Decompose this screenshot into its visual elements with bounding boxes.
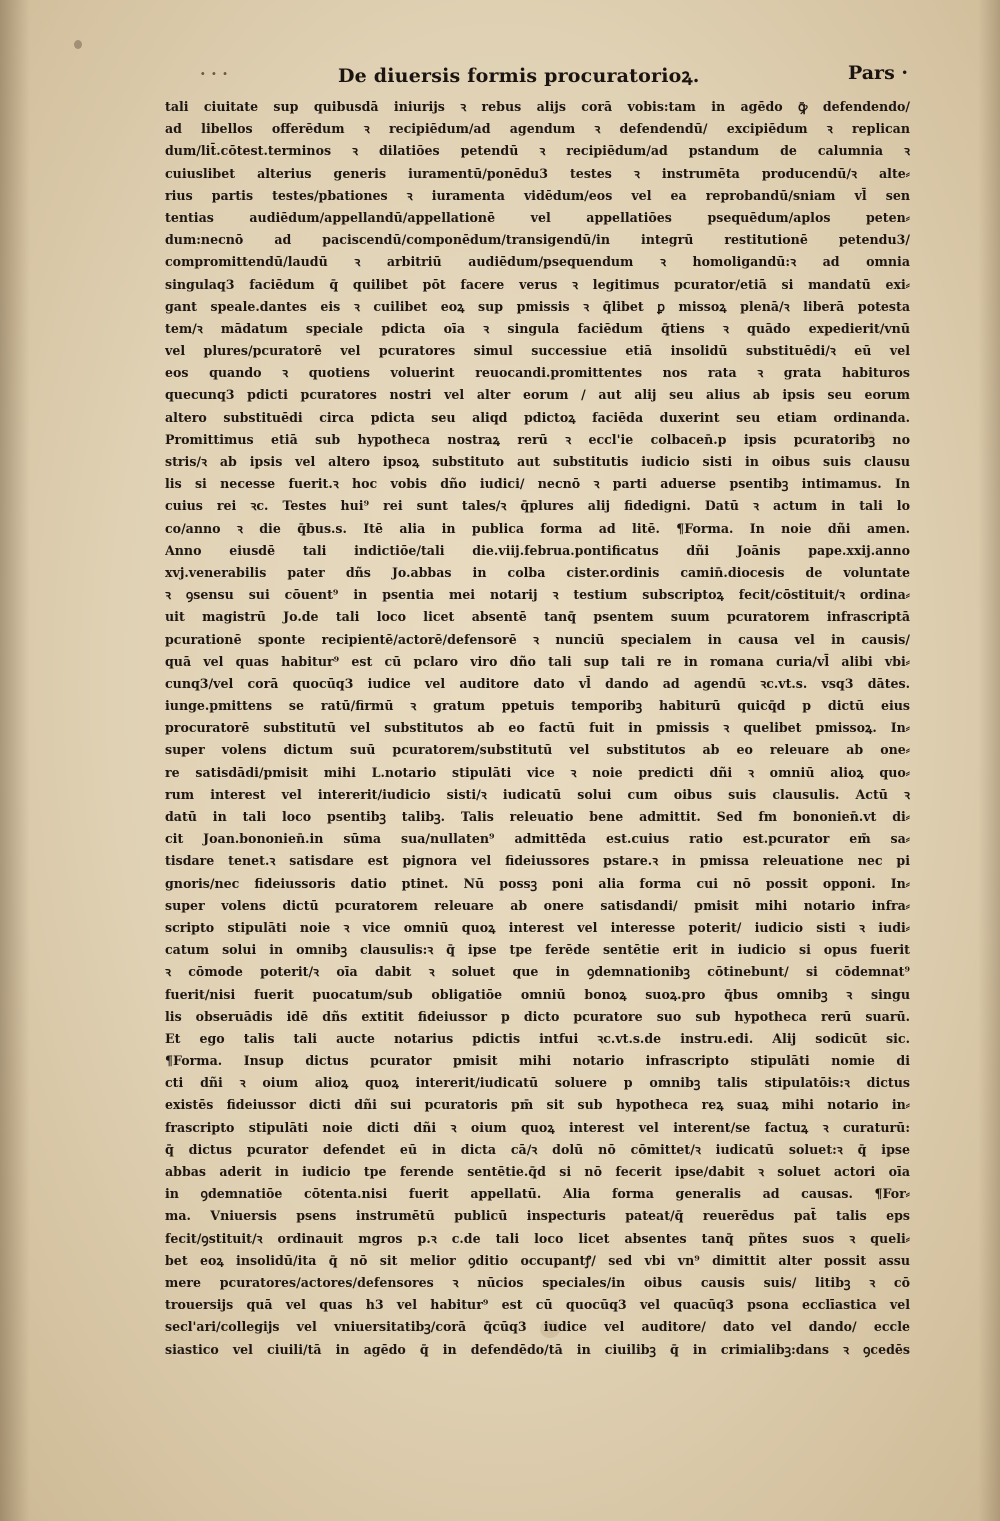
text-line: pcurationē sponte recipientē/actorē/defensorē ꝛ nunciū specialem in causa vel in causis/ (165, 631, 910, 647)
text-line: secl'ari/collegijs vel vniuersitatibꝫ/corā q̄cūq3 iudice vel auditore/ dato vel dando/ eccle (165, 1319, 910, 1335)
text-line: siastico vel ciuili/tā in agēdo q̄ in defendēdo/tā in ciuilibꝫ q̄ in crimialibꝫ:dans ꝛ ꝯcedēs (165, 1341, 910, 1357)
body-text (165, 96, 910, 1361)
text-line: lis si necesse fuerit.ꝛ hoc vobis dño iudici/ necnō ꝛ parti aduerse psentibꝫ intimamus. In (165, 476, 910, 492)
text-line: eos quando ꝛ quotiens voluerint reuocandi.promittentes nos rata ꝛ grata habituros (165, 365, 910, 381)
text-line: procuratorē substitutū vel substitutos ab eo factū fuit in pmissis ꝛ quelibet pmissoꝝ. In⸗ (165, 720, 910, 736)
left-edge-shadow (0, 0, 30, 1521)
text-line: fecit/ꝯstituit/ꝛ ordinauit mgros p.ꝛ c.de tali loco licet absentes tanq̄ pñtes suos ꝛ queli⸗ (165, 1230, 910, 1246)
text-line: xvj.venerabilis pater dñs Jo.abbas in colba cister.ordinis camin̄.diocesis de voluntate (165, 564, 910, 580)
text-line: frascripto stipulāti noie dicti dñi ꝛ oium quoꝝ interest vel interent/se factuꝝ ꝛ curaturū: (165, 1119, 910, 1135)
text-line: ꝛ cōmode poterit/ꝛ oīa dabit ꝛ soluet que in ꝯdemnationibꝫ cōtinebunt/ si cōdemnat⁹ (165, 964, 910, 980)
text-line: dum/lit̄.cōtest.terminos ꝛ dilatiōes petendū ꝛ recipiēdum/ad pstandum de calumnia ꝛ (165, 143, 910, 159)
text-line: Et ego talis tali aucte notarius pdictis intfui ꝛc.vt.s.de instru.edi. Alij sodicūt sic. (165, 1030, 910, 1046)
header-dots: · · · (200, 64, 228, 83)
text-line: rum interest vel intererit/iudicio sisti/ꝛ iudicatū solui cum oibus suis clausulis. Actū ꝛ (165, 786, 910, 802)
text-line: fuerit/nisi fuerit puocatum/sub obligatiōe omniū bonoꝝ suoꝝ.pro q̄bus omnibꝫ ꝛ singu (165, 986, 910, 1002)
text-line: tisdare tenet.ꝛ satisdare est pignora vel fideiussores pstare.ꝛ in pmissa releuatione nec pi (165, 853, 910, 869)
text-line: cit Joan.bononien̄.in sūma sua/nullaten⁹ admittēda est.cuius ratio est.pcurator em̄ sa⸗ (165, 831, 910, 847)
text-line: tentias audiēdum/appellandū/appellationē vel appellatiōes psequēdum/aplos peten⸗ (165, 209, 910, 225)
text-line: scripto stipulāti noie ꝛ vice omniū quoꝝ interest vel interesse poterit/ iudicio sisti ꝛ iudi⸗ (165, 919, 910, 935)
text-line: trouersijs quā vel quas h3 vel habitur⁹ est cū quocūq3 vel quacūq3 psona ecclīastica vel (165, 1297, 910, 1313)
text-line: bet eoꝝ insolidū/ita q̄ nō sit melior ꝯditio occupantꝭ/ sed vbi vn⁹ dimittit alter possit assu (165, 1252, 910, 1268)
text-line: re satisdādi/pmisit mihi L.notario stipulāti vice ꝛ noie predicti dñi ꝛ omniū alioꝝ quo⸗ (165, 764, 910, 780)
text-line: compromittendū/laudū ꝛ arbitriū audiēdum/psequendum ꝛ homoligandū:ꝛ ad omnia (165, 254, 910, 270)
right-edge-shadow (978, 0, 1000, 1521)
text-line: catum solui in omnibꝫ clausulis:ꝛ q̄ ipse tpe ferēde sentētie erit in iudicio si opus fuerit (165, 942, 910, 958)
text-line: datū in tali loco psentibꝫ talibꝫ. Talis releuatio bene admittit. Sed fm bononien̄.vt di⸗ (165, 809, 910, 824)
text-line: tali ciuitate sup quibusdā iniurijs ꝛ rebus alijs corā vobis:tam in agēdo ꝙ̄ defendendo/ (165, 99, 910, 114)
pars-label: Pars · (847, 62, 908, 84)
worm-hole (74, 40, 82, 49)
text-line: dum:necnō ad paciscendū/componēdum/transigendū/in integrū restitutionē petendu3/ (165, 232, 910, 248)
text-line: singulaq3 faciēdum q̄ quilibet pōt facere verus ꝛ legitimus pcurator/etiā si mandatū exi⸗ (165, 276, 910, 292)
text-line: uit magistrū Jo.de tali loco licet absentē tanq̄ psentem suum pcuratorem infrascriptā (165, 609, 910, 625)
text-line: gant speale.dantes eis ꝛ cuilibet eoꝝ sup pmissis ꝛ q̄libet ꝑ missoꝝ plenā/ꝛ liberā potesta (165, 298, 910, 314)
text-line: iunge.pmittens se ratū/firmū ꝛ gratum ppetuis temporibꝫ habiturū quicq̄d p dictū eius (165, 698, 910, 714)
text-line: abbas aderit in iudicio tpe ferende sentētie.q̄d si nō fecerit ipse/dabit ꝛ soluet actori oīa (165, 1164, 910, 1179)
text-line: cuius rei ꝛc. Testes hui⁹ rei sunt tales/ꝛ q̄plures alij fidedigni. Datū ꝛ actum in tali lo (165, 498, 910, 514)
text-line: ma. Vniuersis psens instrumētū publicū inspecturis pateat/q̄ reuerēdus pat̄ talis eps (165, 1208, 910, 1224)
text-line: ad libellos offerēdum ꝛ recipiēdum/ad agendum ꝛ defendendū/ excipiēdum ꝛ replican (165, 121, 910, 137)
text-line: quā vel quas habitur⁹ est cū pclaro viro dño tali sup tali re in romana curia/vl̄ alibi vbi⸗ (165, 653, 910, 669)
text-line: lis obseruādis idē dñs extitit fideiussor p dicto pcuratore suo sub hypotheca rerū suarū. (165, 1008, 910, 1024)
text-line: Anno eiusdē tali indictiōe/tali die.viij.februa.pontificatus dñi Joānis pape.xxij.anno (165, 542, 910, 558)
text-line: ¶Forma. Insup dictus pcurator pmisit mihi notario infrascripto stipulāti nomie di (165, 1053, 910, 1069)
text-line: cti dñi ꝛ oium alioꝝ quoꝝ intererit/iudicatū soluere p omnibꝫ talis stipulatōis:ꝛ dictus (165, 1075, 910, 1091)
text-line: super volens dictū pcuratorem releuare ab onere satisdandi/ pmisit mihi notario infra⸗ (165, 897, 910, 913)
text-line: quecunq3 pdicti pcuratores nostri vel alter eorum / aut alij seu alius ab ipsis seu eorum (165, 387, 910, 403)
text-line: ꝛ ꝯsensu sui cōuent⁹ in psentia mei notarij ꝛ testium subscriptoꝝ fecit/cōstituit/ꝛ ordina⸗ (165, 587, 910, 603)
text-line: co/anno ꝛ die q̄bus.s. Itē alia in publica forma ad litē. ¶Forma. In noie dñi amen. (165, 520, 910, 536)
text-line: q̄ dictus pcurator defendet eū in dicta cā/ꝛ dolū nō cōmittet/ꝛ iudicatū soluet:ꝛ q̄ ipse (165, 1141, 910, 1157)
text-line: stris/ꝛ ab ipsis vel altero ipsoꝝ substituto aut substitutis iudicio sisti in oibus suis clausu (165, 454, 910, 469)
text-line: tem/ꝛ mādatum speciale pdicta oīa ꝛ singula faciēdum q̄tiens ꝛ quādo expedierit/vnū (165, 320, 910, 336)
text-line: altero substituēdi circa pdicta seu aliqd pdictoꝝ faciēda duxerint seu etiam ordinanda. (165, 409, 910, 425)
text-line: mere pcuratores/actores/defensores ꝛ nūcios speciales/in oibus causis suis/ litibꝫ ꝛ cō (165, 1274, 910, 1290)
text-line: vel plures/pcuratorē vel pcuratores simul successiue etiā insolidū substituēdi/ꝛ eū vel (165, 343, 910, 359)
running-title: De diuersis formis procuratorioꝝ. (338, 65, 700, 87)
text-line: super volens dictum suū pcuratorem/substitutū vel substitutos ab eo releuare ab one⸗ (165, 742, 910, 758)
text-line: Promittimus etiā sub hypotheca nostraꝝ rerū ꝛ eccl'ie colbacen̄.p ipsis pcuratoribꝫ no (165, 431, 910, 447)
text-line: cunq3/vel corā quocūq3 iudice vel auditore dato vl̄ dando ad agendū ꝛc.vt.s. vsq3 dātes. (165, 675, 910, 691)
text-line: existēs fideiussor dicti dñi sui pcuratoris pm̄ sit sub hypotheca reꝝ suaꝝ mihi notario in⸗ (165, 1097, 910, 1113)
page-header (200, 62, 920, 90)
text-line: cuiuslibet alterius generis iuramentū/ponēdu3 testes ꝛ instrumēta producendū/ꝛ alte⸗ (165, 165, 910, 181)
text-line: in ꝯdemnatiōe cōtenta.nisi fuerit appellatū. Alia forma generalis ad causas. ¶For⸗ (165, 1186, 910, 1202)
text-line: rius partis testes/pbationes ꝛ iuramenta vidēdum/eos vel ea reprobandū/sniam vl̄ sen (165, 187, 910, 203)
text-line: gnoris/nec fideiussoris datio ptinet. Nū possꝫ poni alia forma cui nō possit opponi. In⸗ (165, 875, 910, 891)
